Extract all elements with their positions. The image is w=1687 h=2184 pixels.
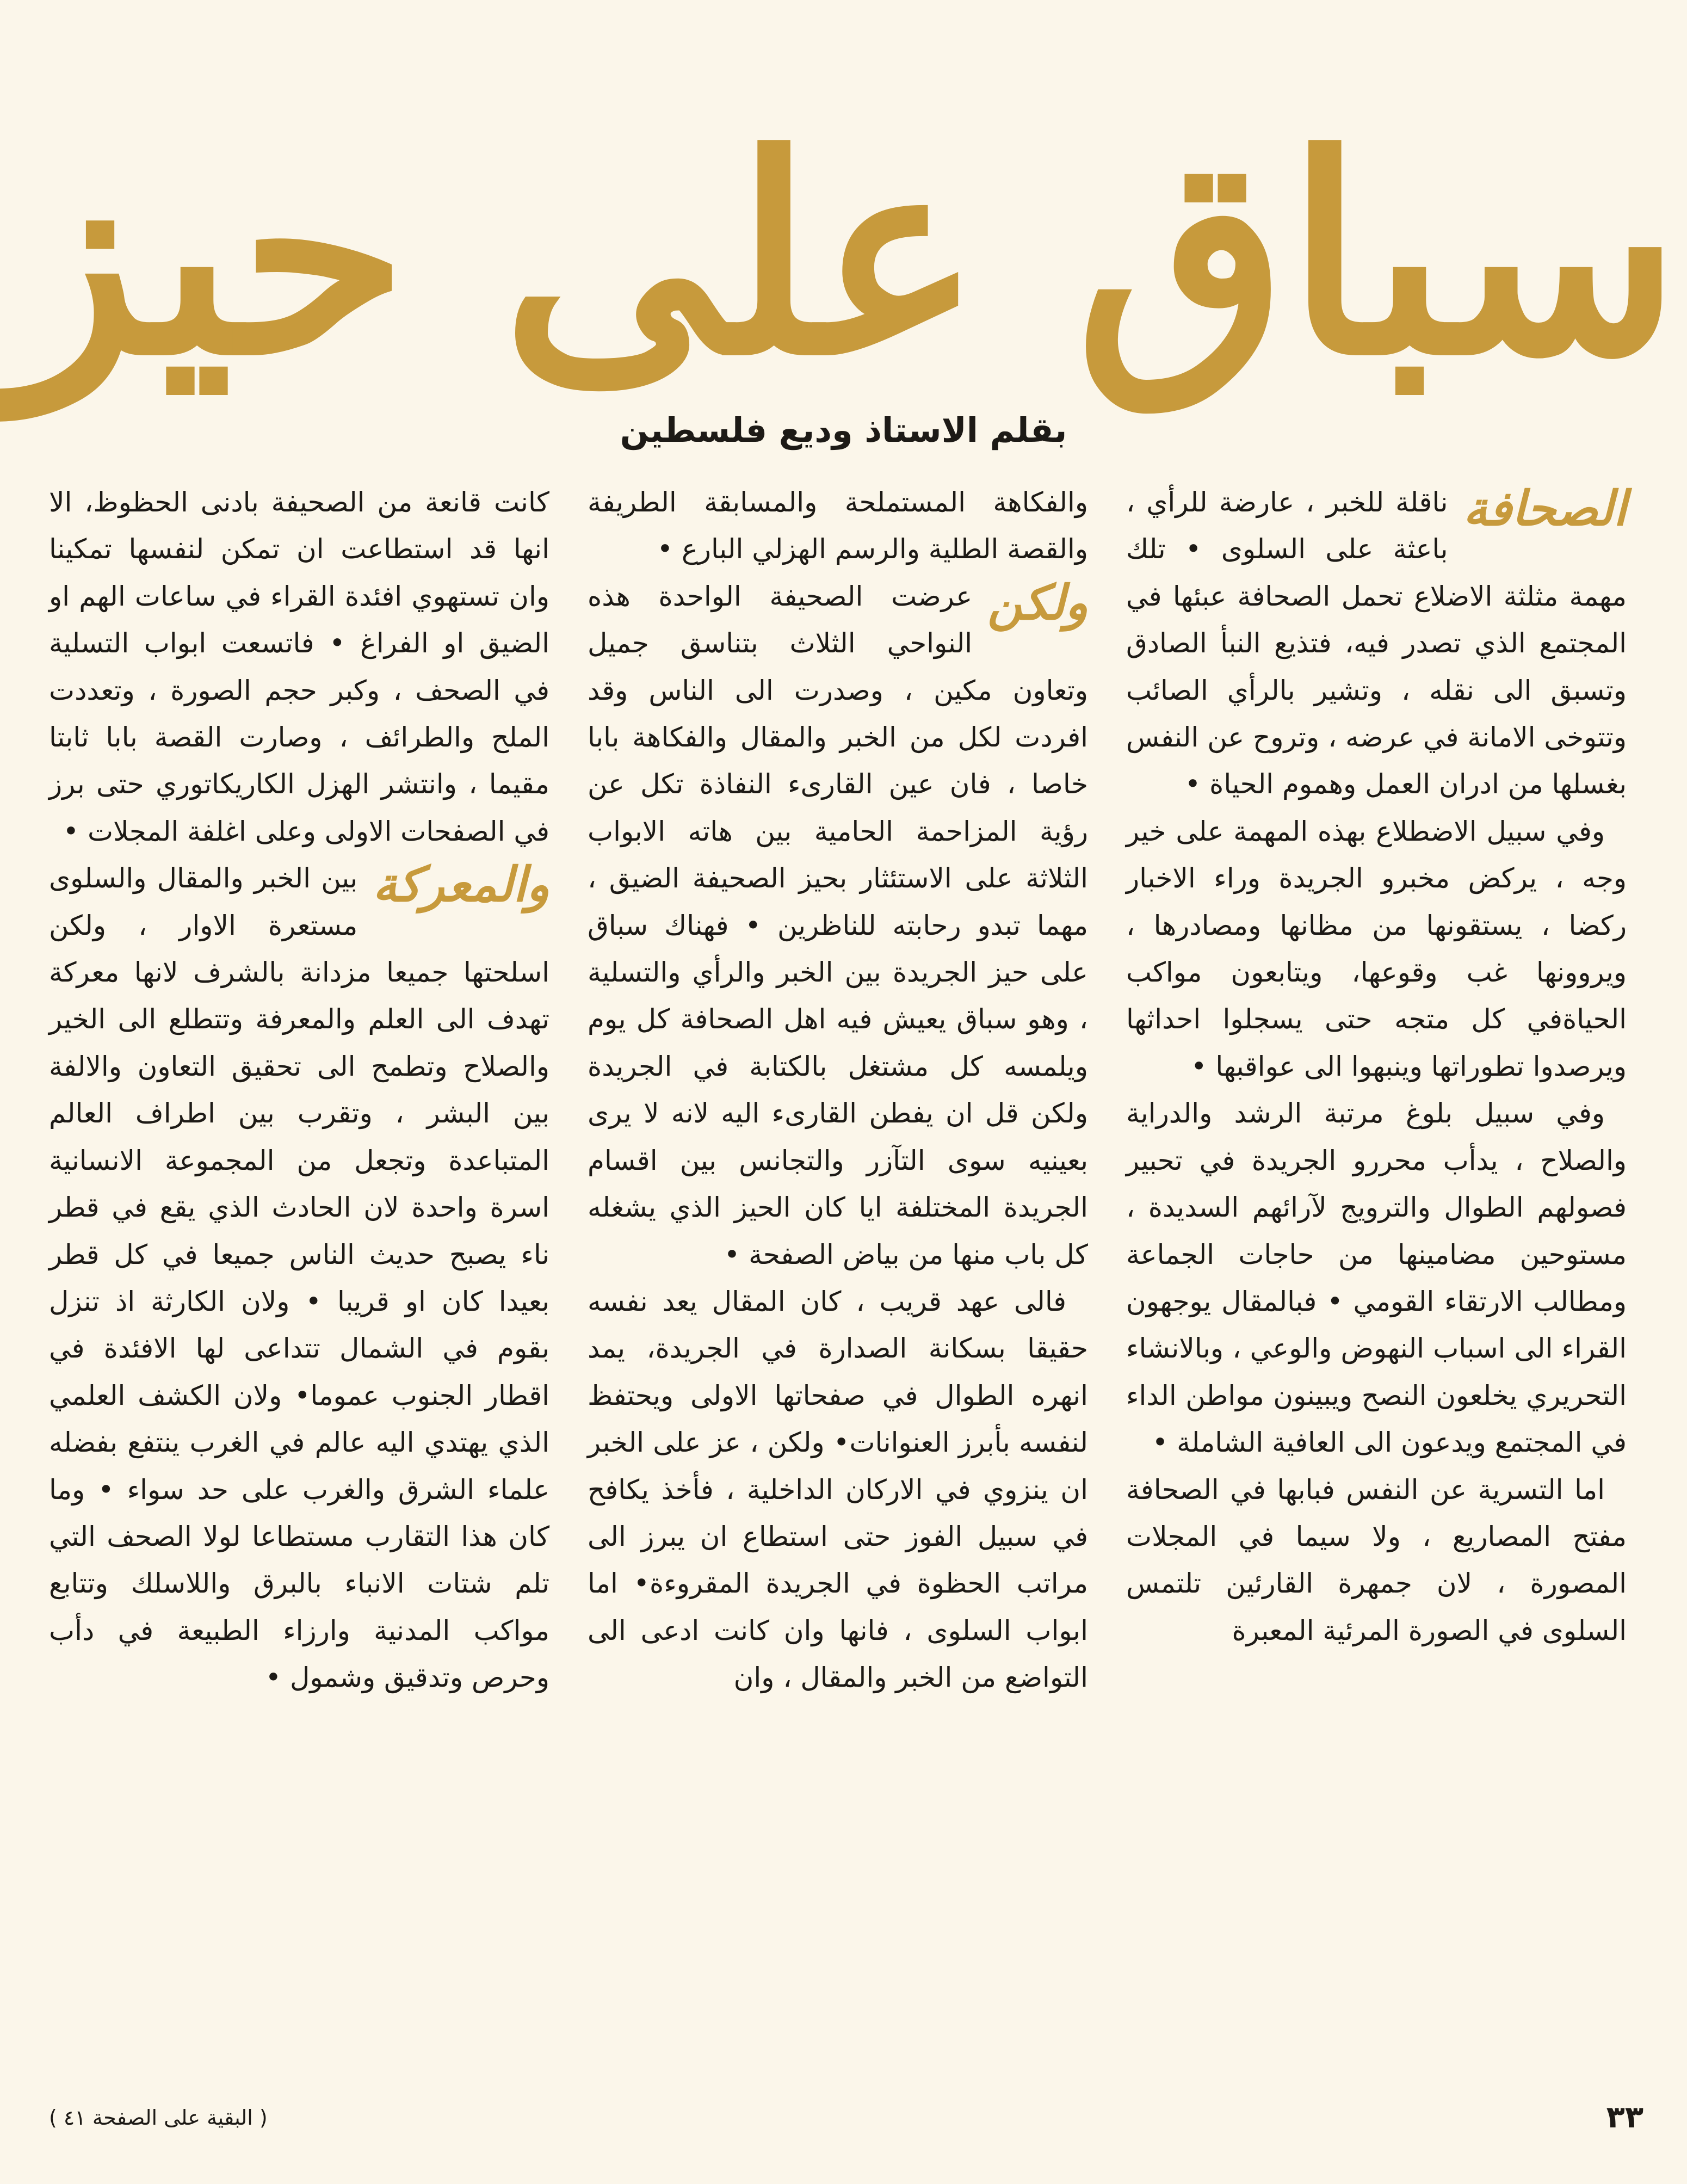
paragraph: والفكاهة المستملحة والمسابقة الطريفة والقصة الطلية والرسم الهزلي البارع • — [588, 486, 1088, 565]
paragraph: ناقلة للخبر ، عارضة للرأي ، باعثة على السلوى • تلك مهمة مثلثة الاضلاع تحمل الصحافة عبئها في المجتمع الذي تصدر فيه، فتذيع النبأ الصادق وتسبق الى نقله ، وتشير بالرأي الصائب وتتوخى الامانة في عرضه ، وتروح عن النفس بغسلها من ادران العمل وهموم الحياة • — [1126, 486, 1627, 800]
column-left — [49, 479, 549, 2046]
page-number: ٣٣ — [1606, 2100, 1643, 2135]
article-title: سباق على حيز — [7, 96, 1680, 415]
paragraph: فالى عهد قريب ، كان المقال يعد نفسه حقيقا بسكانة الصدارة في الجريدة، يمد انهره الطوال في صفحاتها الاولى ويحتفظ لنفسه بأبرز العنوانات• ولكن ، عز على الخبر ان ينزوي في الاركان الداخلية ، فأخذ يكافح في سبيل الفوز حتى استطاع ان يبرز الى مراتب الحظوة في الجريدة المقروءة• اما ابواب السلوى ، فانها وان كانت ادعى الى التواضع من الخبر والمقال ، وان — [588, 1285, 1088, 1694]
paragraph: وفي سبيل بلوغ مرتبة الرشد والدراية والصلاح ، يدأب محررو الجريدة في تحبير فصولهم الطوال والترويج لآرائهم السديدة ، مستوحين مضامينها من حاجات الجماعة ومطالب الارتقاء القومي • فبالمقال يوجهون القراء الى اسباب النهوض والوعي ، وبالانشاء التحريري يخلعون النصح ويبينون مواطن الداء في المجتمع ويدعون الى العافية الشاملة • — [1126, 1097, 1627, 1459]
paragraph: بين الخبر والمقال والسلوى مستعرة الاوار ، ولكن اسلحتها جميعا مزدانة بالشرف لانها معركة تهدف الى العلم والمعرفة وتتطلع الى الخير والصلاح وتطمح الى تحقيق التعاون والالفة بين البشر ، وتقرب بين اطراف العالم المتباعدة وتجعل من المجموعة الانسانية اسرة واحدة لان الحادث الذي يقع في قطر ناء يصبح حديث الناس جميعا في كل قطر بعيدا كان او قريبا • ولان الكارثة اذ تنزل بقوم في الشمال تتداعى لها الافئدة في اقطار الجنوب عموما• ولان الكشف العلمي الذي يهتدي اليه عالم في الغرب ينتفع بفضله علماء الشرق والغرب على حد سواء • وما كان هذا التقارب مستطاعا لولا الصحف التي تلم شتات الانباء بالبرق واللاسلك وتتابع مواكب المدنية وارزاء الطبيعة في دأب وحرص وتدقيق وشمول • — [49, 862, 549, 1694]
paragraph: وفي سبيل الاضطلاع بهذه المهمة على خير وجه ، يركض مخبرو الجريدة وراء الاخبار ركضا ، يستقونها من مظانها ومصادرها ، ويروونها غب وقوعها، ويتابعون مواكب الحياةفي كل متجه حتى يسجلوا احداثها ويرصدوا تطوراتها وينبهوا الى عواقبها • — [1126, 815, 1627, 1082]
paragraph: عرضت الصحيفة الواحدة هذه النواحي الثلاث بتناسق جميل وتعاون مكين ، وصدرت الى الناس وقد افردت لكل من الخبر والمقال والفكاهة بابا خاصا ، فان عين القارىء النفاذة تكل عن رؤية المزاحمة الحامية بين هاته الابواب الثلاثة على الاستئثار بحيز الصحيفة الضيق ، مهما تبدو رحابته للناظرين • فهناك سباق على حيز الجريدة بين الخبر والرأي والتسلية ، وهو سباق يعيش فيه اهل الصحافة كل يوم ويلمسه كل مشتغل بالكتابة في الجريدة ولكن قل ان يفطن القارىء اليه لانه لا يرى بعينيه سوى التآزر والتجانس بين اقسام الجريدة المختلفة ايا كان الحيز الذي يشغله كل باب منها من بياض الصفحة • — [588, 580, 1088, 1270]
byline: بقلم الاستاذ وديع فلسطين — [620, 410, 1067, 450]
column-right — [1126, 479, 1627, 2046]
section-head-but: ولكن — [987, 573, 1088, 631]
continued-note: ( البقية على الصفحة ٤١ ) — [49, 2106, 268, 2130]
section-head-press: الصحافة — [1463, 480, 1627, 536]
section-head-battle: والمعركة — [373, 856, 549, 913]
column-middle — [588, 479, 1088, 2046]
paragraph: كانت قانعة من الصحيفة بادنى الحظوظ، الا انها قد استطاعت ان تمكن لنفسها تمكينا وان تستهوي افئدة القراء في ساعات الهم او الضيق او الفراغ • فاتسعت ابواب التسلية في الصحف ، وكبر حجم الصورة ، وتعددت الملح والطرائف ، وصارت القصة بابا ثابتا مقيما ، وانتشر الهزل الكاريكاتوري حتى برز في الصفحات الاولى وعلى اغلفة المجلات • — [49, 486, 549, 847]
paragraph: اما التسرية عن النفس فبابها في الصحافة مفتح المصاريع ، ولا سيما في المجلات المصورة ، لان جمهرة القارئين تلتمس السلوى في الصورة المرئية المعبرة — [1126, 1473, 1627, 1646]
